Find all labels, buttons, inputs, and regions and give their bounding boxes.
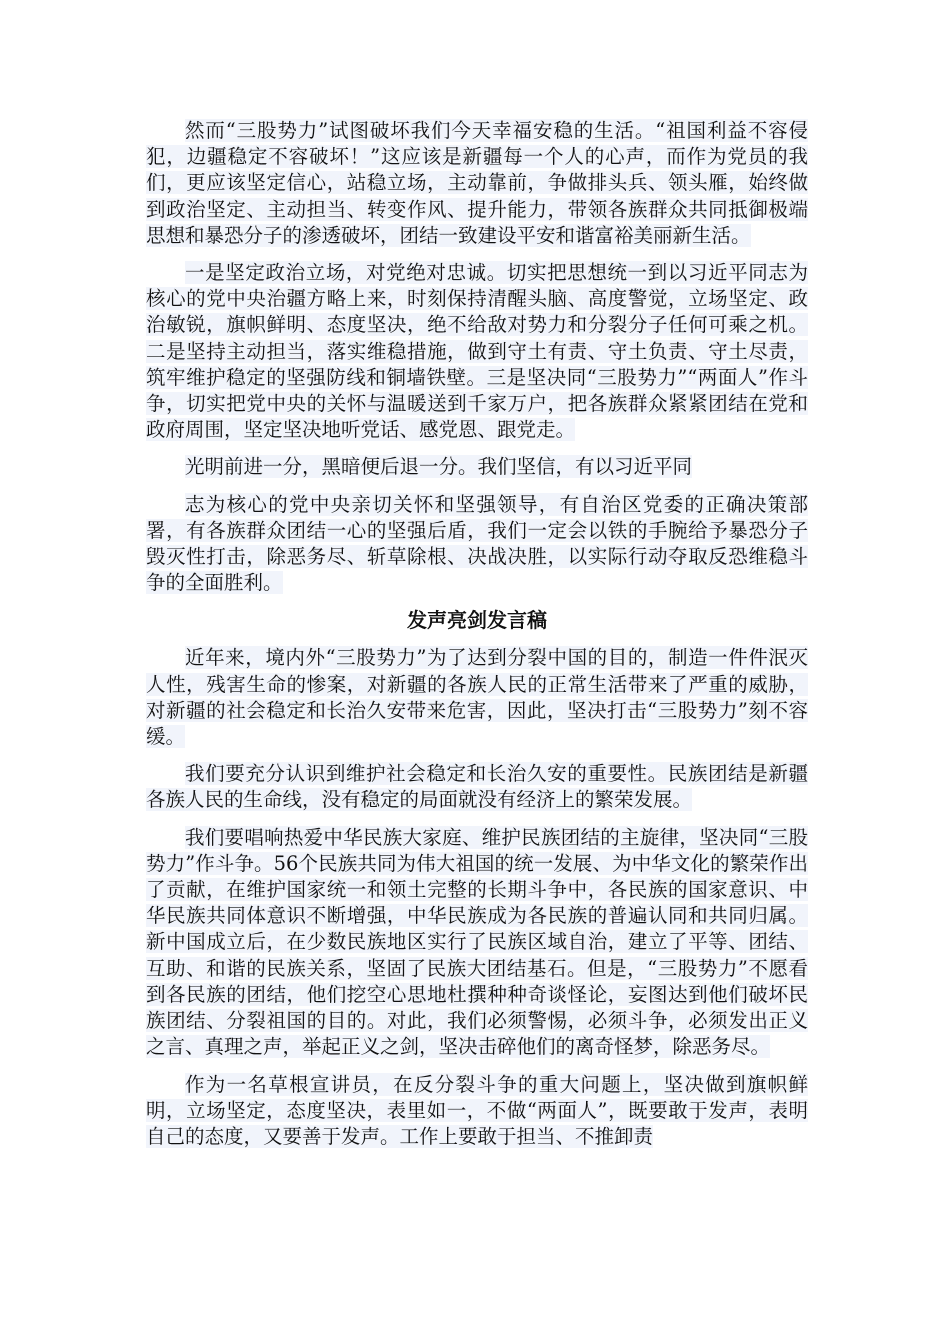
paragraph [146, 645, 808, 750]
paragraph-text: 志为核心的党中央亲切关怀和坚强领导，有自治区党委的正确决策部署，有各族群众团结一心的坚强后盾，我们一定会以铁的手腕给予暴恐分子毁灭性打击，除恶务尽、斩草除根、决战决胜，以实际行动夺取反恐维稳斗争的全面胜利。 [146, 492, 808, 595]
paragraph [146, 1072, 808, 1151]
section-heading: 发声亮剑发言稿 [407, 608, 547, 633]
paragraph-text: 作为一名草根宣讲员，在反分裂斗争的重大问题上，坚决做到旗帜鲜明，立场坚定，态度坚决，表里如一，不做“两面人”，既要敢于发声，表明自己的态度，又要善于发声。工作上要敢于担当、不推卸责 [146, 1072, 808, 1148]
paragraph-text: 一是坚定政治立场，对党绝对忠诚。切实把思想统一到以习近平同志为核心的党中央治疆方略上来，时刻保持清醒头脑、高度警觉，立场坚定、政治敏锐，旗帜鲜明、态度坚决，绝不给敌对势力和分裂分子任何可乘之机。二是坚持主动担当，落实维稳措施，做到守土有责、守土负责、守土尽责，筑牢维护稳定的坚强防线和铜墙铁壁。三是坚决同“三股势力”“两面人”作斗争，切实把党中央的关怀与温暖送到千家万户，把各族群众紧紧团结在党和政府周围，坚定坚决地听党话、感党恩、跟党走。 [146, 261, 808, 442]
paragraph-text: 我们要唱响热爱中华民族大家庭、维护民族团结的主旋律，坚决同“三股势力”作斗争。56个民族共同为伟大祖国的统一发展、为中华文化的繁荣作出了贡献，在维护国家统一和领土完整的长期斗争中，各民族的国家意识、中华民族共同体意识不断增强，中华民族成为各民族的普遍认同和共同归属。新中国成立后，在少数民族地区实行了民族区域自治，建立了平等、团结、互助、和谐的民族关系，坚固了民族大团结基石。但是，“三股势力”不愿看到各民族的团结，他们挖空心思地杜撰种种奇谈怪论，妄图达到他们破坏民族团结、分裂祖国的目的。对此，我们必须警惕，必须斗争，必须发出正义之言、真理之声，举起正义之剑，坚决击碎他们的离奇怪梦，除恶务尽。 [146, 825, 808, 1059]
document-page [146, 118, 808, 1161]
paragraph-text: 光明前进一分，黑暗便后退一分。我们坚信，有以习近平同 [185, 455, 693, 479]
paragraph-text: 我们要充分认识到维护社会稳定和长治久安的重要性。民族团结是新疆各族人民的生命线，没有稳定的局面就没有经济上的繁荣发展。 [146, 762, 808, 812]
paragraph [146, 825, 808, 1061]
paragraph [146, 761, 808, 813]
paragraph [146, 118, 808, 249]
paragraph-text: 然而“三股势力”试图破坏我们今天幸福安稳的生活。“祖国利益不容侵犯，边疆稳定不容破坏！”这应该是新疆每一个人的心声，而作为党员的我们，更应该坚定信心，站稳立场，主动靠前，争做排头兵、领头雁，始终做到政治坚定、主动担当、转变作风、提升能力，带领各族群众共同抵御极端思想和暴恐分子的渗透破坏，团结一致建设平安和谐富裕美丽新生活。 [146, 119, 808, 247]
paragraph-text: 近年来，境内外“三股势力”为了达到分裂中国的目的，制造一件件泯灭人性，残害生命的惨案，对新疆的各族人民的正常生活带来了严重的威胁，对新疆的社会稳定和长治久安带来危害，因此，坚决打击“三股势力”刻不容缓。 [146, 646, 808, 749]
paragraph [146, 492, 808, 597]
paragraph [146, 454, 808, 480]
paragraph [146, 260, 808, 443]
